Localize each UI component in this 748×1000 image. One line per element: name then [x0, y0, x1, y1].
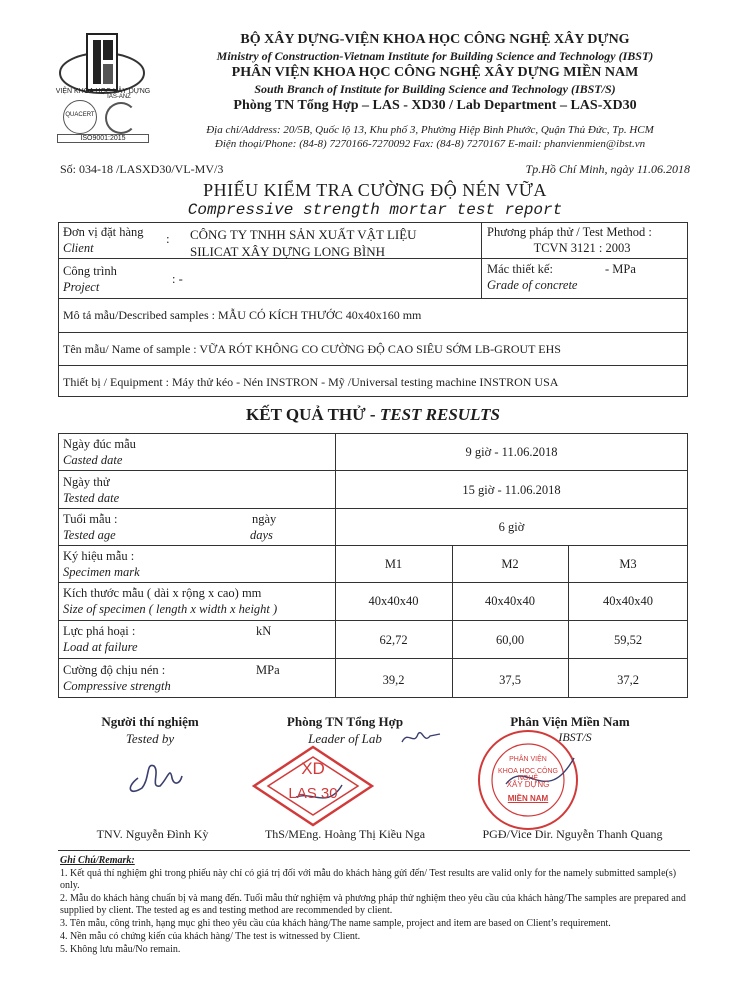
results-heading [58, 405, 688, 425]
specimen-mark-label-en: Specimen mark [63, 565, 140, 579]
project-value: : - [172, 272, 183, 286]
tested-age-unit-en: days [250, 528, 273, 542]
sample-name: Tên mẫu/ Name of sample : VỮA RÓT KHÔNG CO CƯỜNG ĐỘ CAO SIÊU SỚM LB-GROUT EHS [63, 342, 561, 356]
tester-signature [120, 748, 190, 798]
strength-label-en: Compressive strength [63, 679, 171, 693]
doc-title-vn: PHIẾU KIỂM TRA CƯỜNG ĐỘ NÉN VỮA [203, 180, 547, 200]
lab-stamp-las: LAS 30 [288, 785, 338, 802]
load-m3: 59,52 [613, 633, 643, 647]
client-value-2: SILICAT XÂY DỰNG LONG BÌNH [190, 244, 385, 259]
tested-age-label-vn: Tuổi mẫu : [63, 512, 118, 526]
strength-unit: MPa [256, 663, 280, 677]
project-label-vn: Công trình [63, 264, 117, 278]
results-heading-vn: KẾT QUẢ THỬ - [246, 405, 376, 424]
branch-stamp-line3: XÂY DỰNG [506, 780, 550, 789]
ibst-logo [55, 28, 165, 148]
tested-date-value: 15 giờ - 11.06.2018 [462, 483, 561, 497]
equipment: Thiết bị / Equipment : Máy thử kéo - Nén INSTRON - Mỹ /Universal testing machine INSTRON USA [63, 375, 559, 389]
method-label: Phương pháp thử / Test Method : [487, 225, 652, 239]
iasanz-mark [105, 102, 137, 134]
specimen-mark-m2: M2 [501, 557, 519, 571]
client-label-vn: Đơn vị đặt hàng [63, 225, 144, 239]
specimen-mark-label-vn: Ký hiệu mẫu : [63, 549, 135, 563]
header-ministry-en: Ministry of Construction-Vietnam Institute for Building Science and Technology (IBST) [216, 49, 654, 63]
specimen-mark-m3: M3 [619, 557, 637, 571]
tester-title: Người thí nghiệm [101, 714, 199, 729]
load-unit: kN [256, 624, 272, 638]
doc-title-en: Compressive strength mortar test report [187, 201, 563, 219]
tested-age-value: 6 giờ [498, 520, 525, 534]
branch-stamp-line1: PHÂN VIỆN [509, 756, 547, 763]
note-4: 4. Nền mẫu có chứng kiến của khách hàng/ The test is witnessed by Client. [60, 931, 361, 942]
strength-label-vn: Cường độ chịu nén : [63, 663, 166, 677]
leader-title: Phòng TN Tổng Hợp [286, 714, 404, 729]
casted-date-value: 9 giờ - 11.06.2018 [465, 445, 558, 459]
grade-label-en: Grade of concrete [487, 278, 578, 292]
tested-age-label-en: Tested age [63, 528, 116, 542]
header-lab: Phòng TN Tổng Hợp – LAS - XD30 / Lab Department – LAS-XD30 [233, 98, 637, 113]
casted-date-label-vn: Ngày đúc mẫu [63, 437, 136, 451]
client-label-en: Client [63, 241, 94, 255]
branch-name: PGĐ/Vice Dir. Nguyễn Thanh Quang [482, 827, 663, 841]
lab-stamp-xd: XD [301, 759, 325, 778]
load-m2: 60,00 [495, 633, 525, 647]
size-m3: 40x40x40 [603, 594, 653, 608]
project-label-en: Project [63, 280, 100, 294]
results-heading-en: TEST RESULTS [379, 405, 500, 424]
leader-subtitle: Leader of Lab [308, 731, 382, 746]
branch-title: Phân Viện Miền Nam [510, 714, 630, 729]
header-branch-en: South Branch of Institute for Building Science and Technology (IBST/S) [254, 82, 616, 96]
note-5: 5. Không lưu mẫu/No remain. [60, 944, 181, 955]
iasanz-label: IAS-ANZ [107, 94, 131, 100]
branch-stamp [476, 728, 580, 832]
specimen-mark-m1: M1 [384, 557, 403, 571]
samples-desc: Mô tả mẫu/Described samples : MẪU CÓ KÍCH THƯỚC 40x40x160 mm [63, 308, 422, 322]
tested-age-unit: ngày [252, 512, 277, 526]
size-m1: 40x40x40 [368, 594, 419, 608]
casted-date-label-en: Casted date [63, 453, 123, 467]
load-label-vn: Lực phá hoại : [63, 624, 136, 638]
branch-subtitle: IBST/S [558, 730, 592, 744]
notes-title: Ghi Chú/Remark: [60, 855, 135, 866]
load-label-en: Load at failure [63, 640, 138, 654]
doc-date: Tp.Hồ Chí Minh, ngày 11.06.2018 [525, 162, 690, 176]
quacert-label: QUACERT [65, 112, 95, 118]
tested-date-label-vn: Ngày thử [63, 475, 110, 489]
grade-unit: - MPa [605, 262, 636, 276]
header-branch-vn: PHÂN VIỆN KHOA HỌC CÔNG NGHỆ XÂY DỰNG MIỀN NAM [231, 65, 639, 80]
size-label-vn: Kích thước mẫu ( dài x rộng x cao) mm [63, 586, 262, 600]
size-m2: 40x40x40 [485, 594, 535, 608]
tester-subtitle: Tested by [125, 731, 175, 746]
header-phone: Điện thoại/Phone: (84-8) 7270166-7270092 Fax: (84-8) 7270167 E-mail: phanvienmien@ibst.vn [214, 138, 646, 150]
iso-label: ISO9001:2015 [57, 134, 149, 143]
load-m1: 62,72 [379, 633, 408, 647]
logo-ring-text: VIỆN KHOA HỌC XÂY DỰNG [55, 88, 151, 95]
header-ministry-vn: BỘ XÂY DỰNG-VIỆN KHOA HỌC CÔNG NGHỆ XÂY DỰNG [240, 32, 630, 47]
lab-stamp [252, 745, 374, 827]
note-3: 3. Tên mẫu, công trình, hạng mục ghi theo yêu cầu của khách hàng/The name sample, project and item are based on Client’s requirement. [60, 918, 611, 929]
strength-m1: 39,2 [382, 673, 405, 687]
branch-stamp-line2: KHOA HỌC CÔNG NGHỆ [498, 768, 558, 782]
method-value: TCVN 3121 : 2003 [533, 241, 631, 255]
strength-m2: 37,5 [499, 673, 521, 687]
client-value-1: CÔNG TY TNHH SẢN XUẤT VẬT LIỆU [190, 227, 417, 242]
note-1: 1. Kết quả thí nghiệm ghi trong phiếu này chỉ có giá trị đối với mẫu do khách hàng gửi đến/ Test results are valid only for the namely submitted sample(s) only. [60, 868, 677, 891]
grade-label-vn: Mác thiết kế: [487, 262, 553, 276]
tested-date-label-en: Tested date [63, 491, 120, 505]
note-2: 2. Mẫu do khách hàng chuẩn bị và mang đến. Tuổi mẫu thử nghiệm và phương pháp thử nghiệm theo yêu cầu của khách hàng/The samples are prepared and supplied by client. The tested ag es and testing method are recommended by client. [60, 893, 686, 916]
branch-stamp-line4: MIỀN NAM [507, 794, 549, 803]
tester-name: TNV. Nguyễn Đình Kỳ [96, 827, 209, 841]
doc-number: Số: 034-18 /LASXD30/VL-MV/3 [60, 162, 224, 176]
header-address: Địa chỉ/Address: 20/5B, Quốc lộ 13, Khu phố 3, Phường Hiệp Bình Phước, Quận Thủ Đức, Tp. HCM [206, 124, 654, 136]
strength-m3: 37,2 [617, 673, 639, 687]
leader-signature [398, 724, 444, 750]
leader-name: ThS/MEng. Hoàng Thị Kiều Nga [264, 827, 426, 841]
size-label-en: Size of specimen ( length x width x height ) [63, 602, 278, 616]
